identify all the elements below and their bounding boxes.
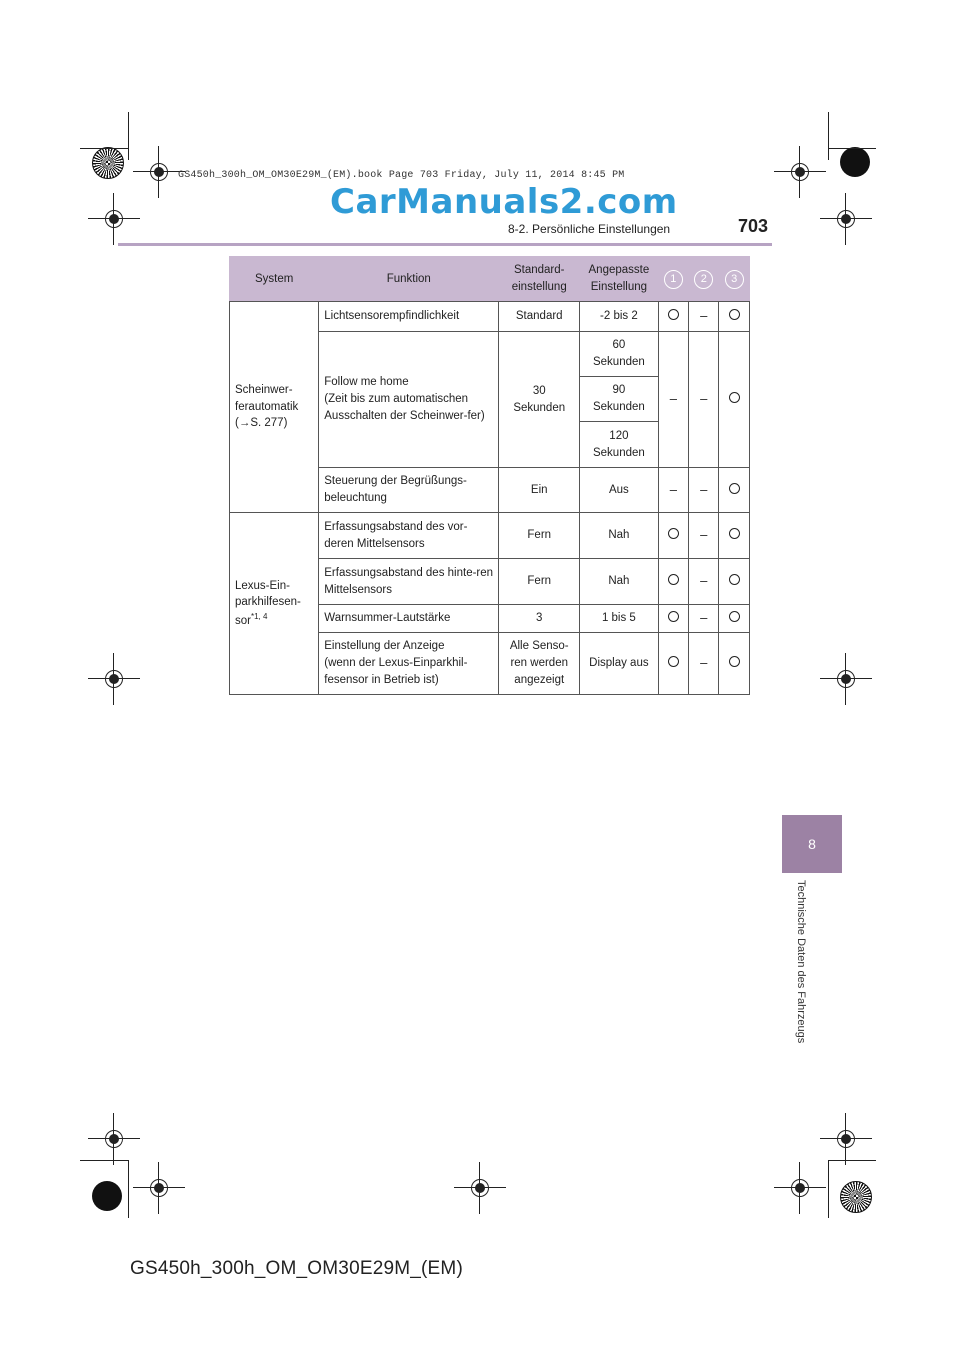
mark-yes: [719, 332, 750, 468]
circle-icon: [668, 528, 679, 539]
standard-cell: Alle Senso- ren werden angezeigt: [499, 633, 580, 695]
mark-yes: [658, 513, 689, 559]
standard-cell: 3: [499, 605, 580, 633]
crop-mark: [80, 148, 128, 149]
mark-no: –: [689, 513, 719, 559]
standard-cell: Standard: [499, 302, 580, 332]
mark-yes: [658, 302, 689, 332]
standard-cell: Fern: [499, 559, 580, 605]
settings-table: [229, 256, 750, 695]
mark-yes: [658, 633, 689, 695]
book-file-line: GS450h_300h_OM_OM30E29M_(EM).book Page 703 Friday, July 11, 2014 8:45 PM: [178, 170, 625, 181]
circle-icon: [729, 392, 740, 403]
header-angepasst: Angepasste Einstellung: [580, 257, 658, 302]
chapter-tab: [782, 815, 842, 873]
funktion-cell: Lichtsensorempfindlichkeit: [319, 302, 499, 332]
standard-cell: Fern: [499, 513, 580, 559]
crosshair-icon: [466, 1174, 494, 1202]
registration-dot-icon: [92, 1181, 122, 1211]
circled-3-icon: 3: [725, 270, 744, 289]
table-row: [230, 513, 750, 559]
crosshair-icon: [832, 205, 860, 233]
standard-cell: 30 Sekunden: [499, 332, 580, 468]
crosshair-icon: [100, 1125, 128, 1153]
registration-dot-icon: [840, 147, 870, 177]
option-cell: 120 Sekunden: [580, 422, 658, 468]
crosshair-icon: [100, 665, 128, 693]
circle-icon: [729, 656, 740, 667]
funktion-cell: Erfassungsabstand des vor-deren Mittelsensors: [319, 513, 499, 559]
angepasst-cell: 1 bis 5: [580, 605, 658, 633]
funktion-cell: Follow me home (Zeit bis zum automatischen Ausschalten der Scheinwer-fer): [319, 332, 499, 468]
mark-no: –: [689, 559, 719, 605]
crop-mark: [128, 112, 129, 160]
circle-icon: [668, 309, 679, 320]
header-num-3: [719, 257, 750, 302]
circle-icon: [729, 309, 740, 320]
circled-2-icon: 2: [694, 270, 713, 289]
angepasst-cell: Nah: [580, 559, 658, 605]
mark-yes: [719, 559, 750, 605]
table-row: [230, 302, 750, 332]
circled-1-icon: 1: [664, 270, 683, 289]
header-num-1: [658, 257, 689, 302]
option-cell: 60 Sekunden: [580, 332, 658, 377]
angepasst-cell: Aus: [580, 468, 658, 513]
header-num-2: [689, 257, 719, 302]
crosshair-icon: [786, 1174, 814, 1202]
mark-no: –: [689, 633, 719, 695]
circle-icon: [668, 656, 679, 667]
funktion-cell: Steuerung der Begrüßungs-beleuchtung: [319, 468, 499, 513]
registration-sunburst-icon: [92, 147, 124, 179]
standard-cell: Ein: [499, 468, 580, 513]
header-funktion: Funktion: [319, 257, 499, 302]
crop-mark: [828, 112, 829, 160]
chapter-number: 8: [808, 836, 816, 852]
mark-yes: [719, 468, 750, 513]
crop-mark: [128, 1160, 129, 1218]
circle-icon: [729, 483, 740, 494]
mark-no: –: [689, 468, 719, 513]
system-lexus: Lexus-Ein- parkhilfesen- sor$^{*1, 4}$: [230, 513, 319, 695]
funktion-cell: Einstellung der Anzeige (wenn der Lexus-Einparkhil-fesensor in Betrieb ist): [319, 633, 499, 695]
section-title: 8-2. Persönliche Einstellungen: [508, 222, 671, 236]
header-rule: [118, 243, 772, 246]
mark-yes: [719, 513, 750, 559]
mark-no: –: [689, 332, 719, 468]
chapter-side-label: Technische Daten des Fahrzeugs: [795, 880, 807, 1044]
mark-no: –: [689, 605, 719, 633]
mark-yes: [658, 605, 689, 633]
document-code: GS450h_300h_OM_OM30E29M_(EM): [130, 1258, 463, 1279]
circle-icon: [668, 611, 679, 622]
page-number: 703: [738, 216, 769, 236]
mark-no: –: [689, 302, 719, 332]
crosshair-icon: [832, 1125, 860, 1153]
mark-yes: [658, 559, 689, 605]
crosshair-icon: [145, 158, 173, 186]
circle-icon: [729, 574, 740, 585]
mark-yes: [719, 605, 750, 633]
mark-no: –: [658, 332, 689, 468]
circle-icon: [668, 574, 679, 585]
funktion-cell: Warnsummer-Lautstärke: [319, 605, 499, 633]
crop-mark: [828, 148, 876, 149]
mark-yes: [719, 633, 750, 695]
watermark-logo: CarManuals2.com: [330, 182, 678, 222]
angepasst-cell: -2 bis 2: [580, 302, 658, 332]
circle-icon: [729, 528, 740, 539]
angepasst-cell: Display aus: [580, 633, 658, 695]
crop-mark: [828, 1160, 876, 1161]
crop-mark: [828, 1160, 829, 1218]
crosshair-icon: [145, 1174, 173, 1202]
circle-icon: [729, 611, 740, 622]
header-standard: Standard- einstellung: [499, 257, 580, 302]
mark-yes: [719, 302, 750, 332]
crosshair-icon: [786, 158, 814, 186]
angepasst-cell: Nah: [580, 513, 658, 559]
funktion-cell: Erfassungsabstand des hinte-ren Mittelsensors: [319, 559, 499, 605]
registration-sunburst-icon: [840, 1181, 872, 1213]
crop-mark: [80, 1160, 128, 1161]
mark-no: –: [658, 468, 689, 513]
option-cell: 90 Sekunden: [580, 377, 658, 422]
crosshair-icon: [100, 205, 128, 233]
header-system: System: [230, 257, 319, 302]
system-scheinwerfer: Scheinwer- ferautomatik (→S. 277): [230, 302, 319, 513]
crosshair-icon: [832, 665, 860, 693]
